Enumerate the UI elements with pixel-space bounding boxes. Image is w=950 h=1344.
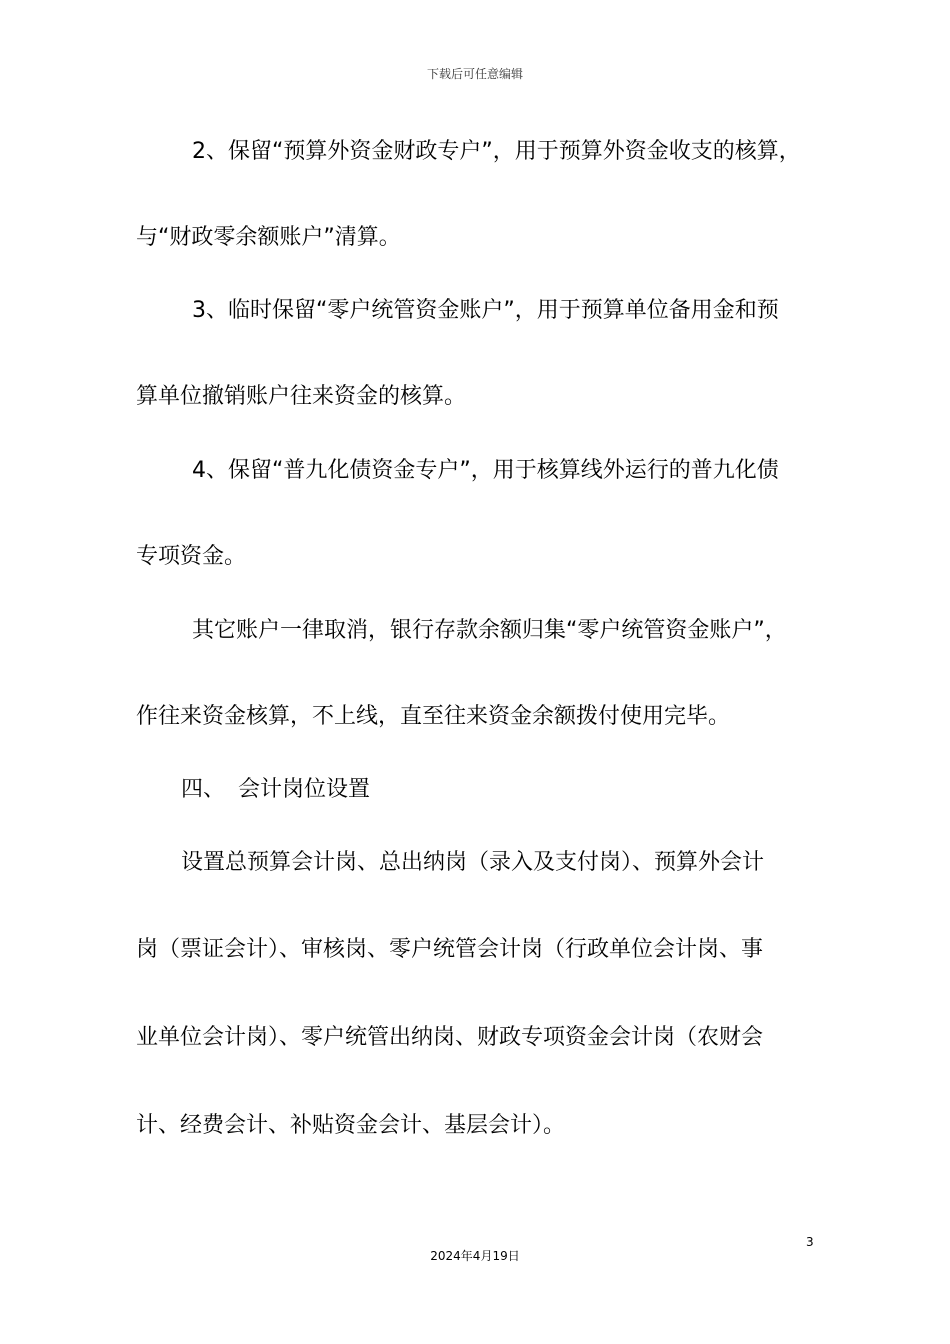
paragraph-line: 与“财政零余额账户”清算。 (136, 225, 401, 250)
paragraph-line: 算单位撤销账户往来资金的核算。 (136, 384, 467, 409)
page-number: 3 (806, 1235, 814, 1249)
paragraph-line: 3、临时保留“零户统管资金账户”，用于预算单位备用金和预 (192, 298, 779, 323)
paragraph-line: 其它账户一律取消，银行存款余额归集“零户统管资金账户”， (192, 618, 787, 643)
paragraph-line: 岗（票证会计）、审核岗、零户统管会计岗（行政单位会计岗、事 (136, 937, 764, 962)
paragraph-line: 业单位会计岗）、零户统管出纳岗、财政专项资金会计岗（农财会 (136, 1025, 764, 1050)
paragraph-line: 计、经费会计、补贴资金会计、基层会计）。 (136, 1113, 566, 1138)
paragraph-line: 4、保留“普九化债资金专户”，用于核算线外运行的普九化债 (192, 458, 779, 483)
paragraph-line: 专项资金。 (136, 544, 247, 569)
page-header: 下载后可任意编辑 (426, 67, 523, 81)
paragraph-line: 作往来资金核算，不上线，直至往来资金余额拨付使用完毕。 (136, 704, 731, 729)
footer-date: 2024年4月19日 (430, 1249, 520, 1263)
section-heading (181, 775, 370, 805)
section-number: 四、 (181, 777, 226, 802)
paragraph-line: 设置总预算会计岗、总出纳岗（录入及支付岗）、预算外会计 (181, 850, 765, 875)
section-title: 会计岗位设置 (238, 777, 371, 802)
paragraph-line: 2、保留“预算外资金财政专户”，用于预算外资金收支的核算， (192, 139, 801, 164)
